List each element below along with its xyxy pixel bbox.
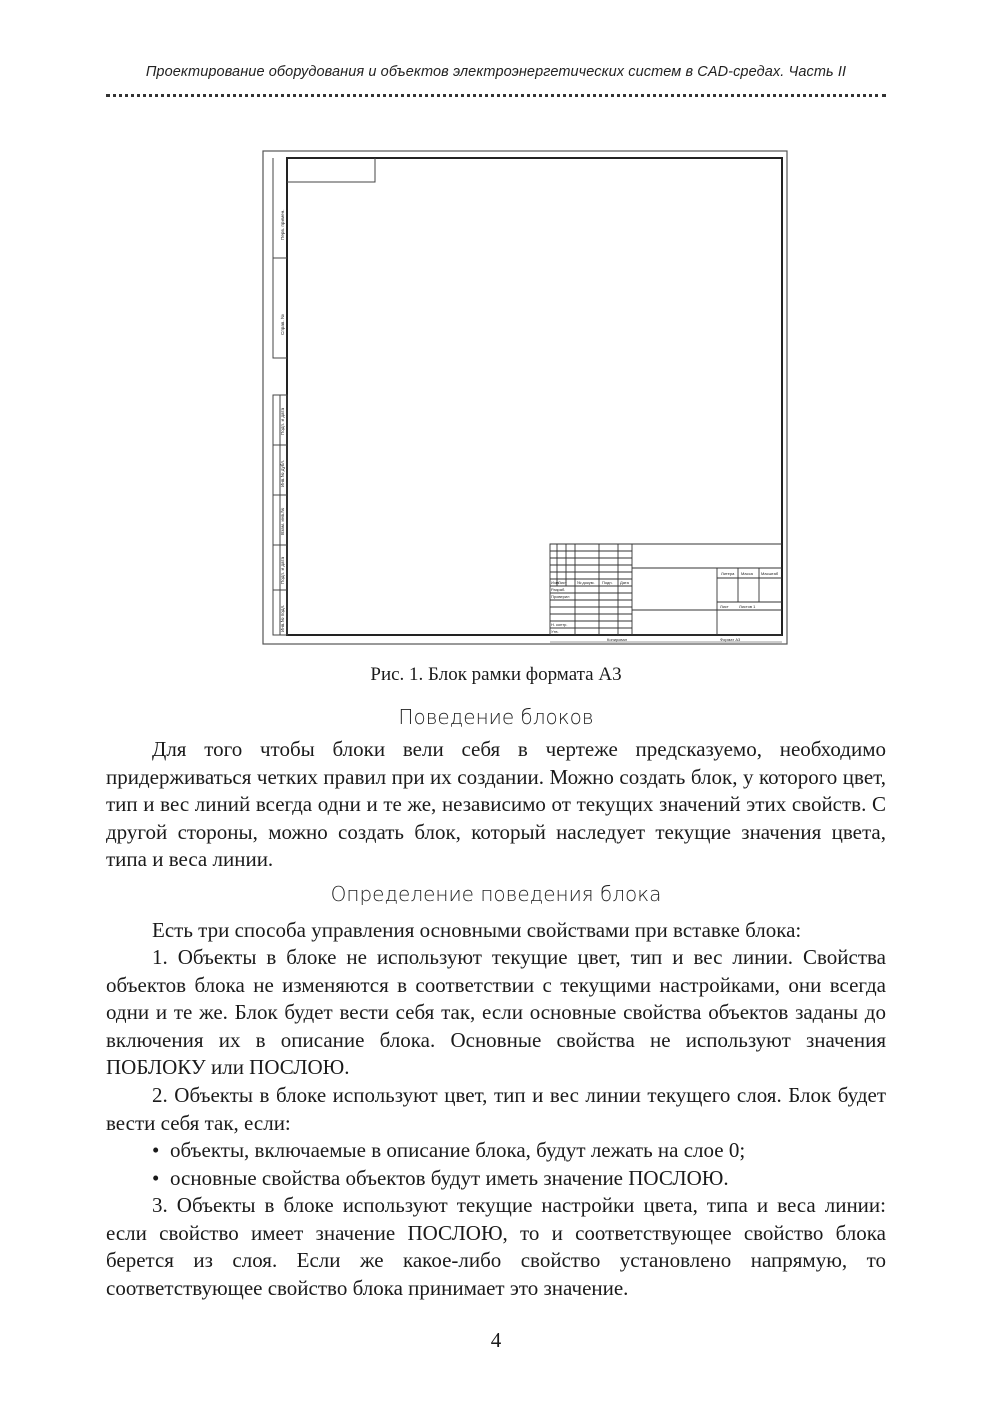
tb-header-doc-no: № докум. [577, 580, 595, 585]
section1-paragraph: Для того чтобы блоки вели себя в чертеже предсказуемо, необходимо придерживаться четких правил при их создании. Можно создать блок, у которого цвет, тип и вес линий всегда одни и те же, независимо от текущих значений этих свойств. С другой стороны, можно создать блок, который наследует текущие значения цвета, типа и веса линии. [106, 737, 886, 871]
section-heading-defining-behavior: Определение поведения блока [330, 882, 662, 906]
tb-format: Формат A3 [720, 637, 741, 642]
title-block [550, 544, 782, 642]
tb-role-norm-control: Н. контр. [551, 622, 568, 627]
a3-frame-figure [262, 150, 788, 645]
tb-role-approved: Утв. [551, 629, 559, 634]
tb-header-scale: Масштаб [761, 571, 779, 576]
top-left-stamp [287, 158, 375, 182]
sidebar-label-ref-no: Справ. № [280, 314, 285, 335]
page-number: 4 [490, 1328, 502, 1352]
tb-sheets-total: Листов 1 [739, 604, 756, 609]
tb-role-developer: Разраб. [551, 587, 566, 592]
list-item-2: 2. Объекты в блоке используют цвет, тип и вес линии текущего слоя. Блок будет вести себя так, если: [106, 1083, 886, 1135]
running-header: Проектирование оборудования и объектов электроэнергетических систем в CAD-средах. Часть II [145, 64, 847, 80]
section-heading-block-behavior: Поведение блоков [398, 705, 594, 729]
sidebar-label-dup-inv: Инв.№ дубл. [280, 459, 285, 487]
sidebar-label-sign-date-2: Подп. и дата [280, 556, 285, 584]
figure-caption: Рис. 1. Блок рамки формата А3 [370, 664, 622, 685]
list-item-1: 1. Объекты в блоке не используют текущие цвет, тип и вес линии. Свойства объектов блока не изменяются в соответствии с текущими настройками, они всегда одни и те же. Блок будет вести себя так, если основные свойства объектов заданы до включения их в описание блока. Основные свойства не используют значения ПОБЛОКУ или ПОСЛОЮ. [106, 945, 886, 1079]
tb-copied: Копировал [607, 637, 628, 642]
tb-header-change: Изм. [551, 580, 560, 585]
tb-role-checked: Проверил [551, 594, 570, 599]
sidebar-label-sign-date-1: Подп. и дата [280, 407, 285, 435]
tb-header-date: Дата [620, 580, 629, 585]
list-item-3: 3. Объекты в блоке используют текущие настройки цвета, типа и веса линии: если свойство имеет значение ПОСЛОЮ, то и соответствующее свойство блока берется из слоя. Если же какое-либо свойство установлено напрямую, то соответствующее свойство блока принимает это значение. [106, 1193, 886, 1300]
sidebar-label-orig-inv: Инв.№ подл. [280, 604, 285, 632]
bullet-item [152, 1165, 886, 1193]
a3-frame-drawing [262, 150, 788, 645]
bullet-text: объекты, включаемые в описание блока, будут лежать на слое 0; [170, 1138, 746, 1162]
bullet-text: основные свойства объектов будут иметь значение ПОСЛОЮ. [170, 1166, 729, 1190]
drawing-frame [287, 158, 782, 635]
tb-header-sign: Подп. [602, 580, 613, 585]
tb-header-sheet: Лист [558, 580, 567, 585]
tb-header-mass: Масса [741, 571, 753, 576]
tb-sheet: Лист [720, 604, 729, 609]
bullet-dot: • [152, 1138, 160, 1162]
sidebar-label-replace-inv: Взам. инв.№ [280, 507, 285, 535]
bullet-dot: • [152, 1166, 160, 1190]
tb-header-letter: Литера [721, 571, 735, 576]
sidebar-label-first-use: Перв. примен. [280, 209, 285, 240]
bullet-item [152, 1137, 886, 1165]
section2-intro: Есть три способа управления основными свойствами при вставке блока: [152, 918, 802, 942]
sheet-border [263, 151, 787, 644]
header-divider [106, 94, 886, 97]
